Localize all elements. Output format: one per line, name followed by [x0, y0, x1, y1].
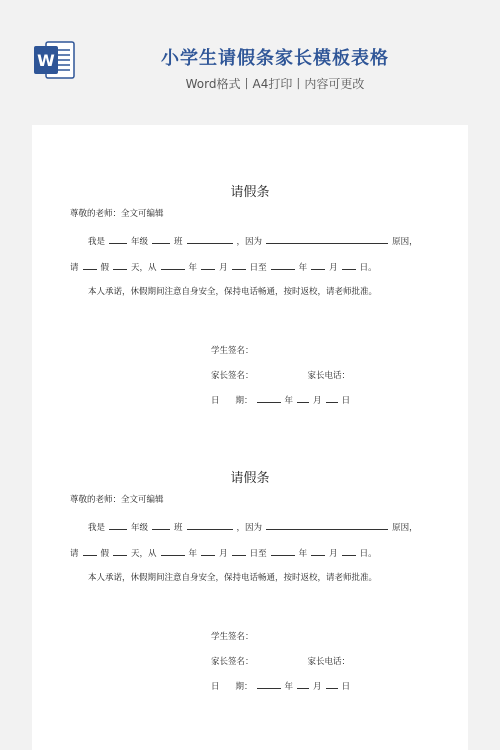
identity-line: 我是 年级 班 ，因为 原因，	[70, 520, 448, 533]
form-heading: 请假条	[230, 185, 270, 200]
page-subtitle: Word格式丨A4打印丨内容可更改	[185, 77, 365, 91]
parent-signature: 家长签名： 家长电话：	[211, 371, 351, 381]
greeting: 尊敬的老师：全文可编辑	[70, 209, 164, 219]
leave-period-line: 请 假 天，从 年 月 日至 年 月 日。	[70, 260, 430, 273]
header-banner	[0, 0, 500, 125]
form-heading: 请假条	[230, 471, 270, 486]
greeting: 尊敬的老师：全文可编辑	[70, 495, 164, 505]
leave-period-line: 请 假 天，从 年 月 日至 年 月 日。	[70, 546, 430, 559]
student-signature: 学生签名：	[211, 632, 254, 642]
date-line: 日 期： 年 月 日	[211, 679, 350, 692]
student-signature: 学生签名：	[211, 346, 254, 356]
parent-signature: 家长签名： 家长电话：	[211, 657, 351, 667]
svg-text:W: W	[37, 51, 55, 70]
identity-line: 我是 年级 班 ，因为 原因，	[70, 234, 448, 247]
promise-line: 本人承诺，休假期间注意自身安全，保持电话畅通，按时返校，请老师批准。	[88, 287, 378, 297]
word-document-icon	[32, 40, 76, 80]
promise-line: 本人承诺，休假期间注意自身安全，保持电话畅通，按时返校，请老师批准。	[88, 573, 378, 583]
document-sheet	[32, 125, 468, 750]
date-line: 日 期： 年 月 日	[211, 393, 350, 406]
page-title: 小学生请假条家长模板表格	[161, 48, 389, 69]
